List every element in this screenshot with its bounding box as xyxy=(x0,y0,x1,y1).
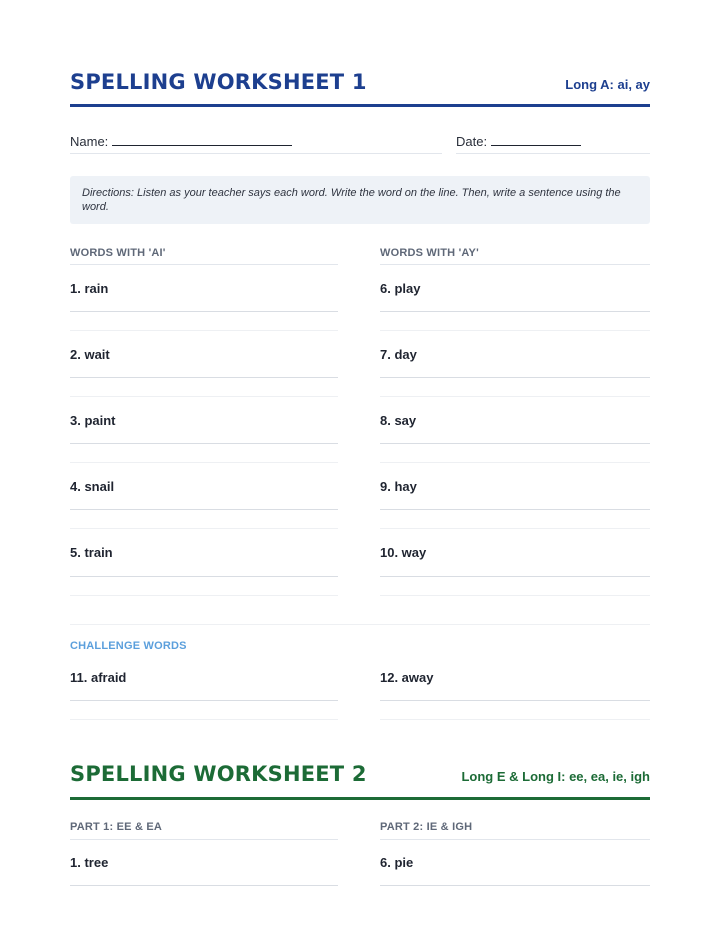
challenge-word: 12. away xyxy=(380,670,434,685)
directions-box: Directions: Listen as your teacher says each word. Write the word on the line. Then, write a sentence using the word. xyxy=(70,176,650,224)
name-field[interactable] xyxy=(70,133,292,149)
worksheet2-header xyxy=(70,762,650,786)
name-underline xyxy=(70,153,442,154)
answer-line[interactable] xyxy=(70,700,338,701)
sentence-line[interactable] xyxy=(380,396,650,397)
spelling-word: 10. way xyxy=(380,545,427,560)
worksheet1-subtitle: Long A: ai, ay xyxy=(565,77,650,92)
part1-heading-divider xyxy=(70,839,338,840)
challenge-word: 11. afraid xyxy=(70,670,127,685)
worksheet2-title: SPELLING WORKSHEET 2 xyxy=(70,762,367,786)
worksheet2-subtitle: Long E & Long I: ee, ea, ie, igh xyxy=(461,769,650,784)
spelling-word: 5. train xyxy=(70,545,113,560)
answer-line[interactable] xyxy=(70,443,338,444)
sentence-line[interactable] xyxy=(70,595,338,596)
sentence-line[interactable] xyxy=(380,330,650,331)
answer-line[interactable] xyxy=(380,443,650,444)
part1-heading: PART 1: EE & EA xyxy=(70,821,163,833)
date-underline xyxy=(456,153,650,154)
name-label: Name: xyxy=(70,134,109,149)
spelling-word: 1. rain xyxy=(70,281,109,296)
answer-line[interactable] xyxy=(380,700,650,701)
spelling-word: 1. tree xyxy=(70,855,109,870)
answer-line[interactable] xyxy=(380,509,650,510)
worksheet1-title: SPELLING WORKSHEET 1 xyxy=(70,70,367,94)
spelling-word: 8. say xyxy=(380,413,417,428)
answer-line[interactable] xyxy=(70,885,338,886)
sentence-line[interactable] xyxy=(70,330,338,331)
spelling-word: 4. snail xyxy=(70,479,115,494)
right-heading-divider xyxy=(380,264,650,265)
sentence-line[interactable] xyxy=(380,528,650,529)
left-column-heading: WORDS WITH 'AI' xyxy=(70,247,166,259)
challenge-heading: CHALLENGE WORDS xyxy=(70,640,187,652)
spelling-word: 9. hay xyxy=(380,479,417,494)
spelling-word: 7. day xyxy=(380,347,417,362)
answer-line[interactable] xyxy=(380,377,650,378)
spelling-word: 6. play xyxy=(380,281,421,296)
spelling-word: 3. paint xyxy=(70,413,116,428)
answer-line[interactable] xyxy=(70,311,338,312)
part2-heading: PART 2: IE & IGH xyxy=(380,821,473,833)
sentence-line[interactable] xyxy=(70,528,338,529)
date-blank[interactable] xyxy=(491,133,581,146)
answer-line[interactable] xyxy=(380,311,650,312)
worksheet1-rule xyxy=(70,104,650,107)
sentence-line[interactable] xyxy=(70,719,338,720)
date-label: Date: xyxy=(456,134,488,149)
worksheet2-rule xyxy=(70,797,650,800)
spelling-word: 2. wait xyxy=(70,347,110,362)
right-column-heading: WORDS WITH 'AY' xyxy=(380,247,479,259)
sentence-line[interactable] xyxy=(380,595,650,596)
answer-line[interactable] xyxy=(70,377,338,378)
sentence-line[interactable] xyxy=(70,462,338,463)
answer-line[interactable] xyxy=(380,576,650,577)
date-field[interactable] xyxy=(456,133,581,149)
sentence-line[interactable] xyxy=(70,396,338,397)
answer-line[interactable] xyxy=(380,885,650,886)
sentence-line[interactable] xyxy=(380,462,650,463)
worksheet1-header xyxy=(70,70,650,94)
left-heading-divider xyxy=(70,264,338,265)
spelling-word: 6. pie xyxy=(380,855,414,870)
answer-line[interactable] xyxy=(70,576,338,577)
section-divider xyxy=(70,624,650,625)
part2-heading-divider xyxy=(380,839,650,840)
name-blank[interactable] xyxy=(112,133,292,146)
sentence-line[interactable] xyxy=(380,719,650,720)
answer-line[interactable] xyxy=(70,509,338,510)
